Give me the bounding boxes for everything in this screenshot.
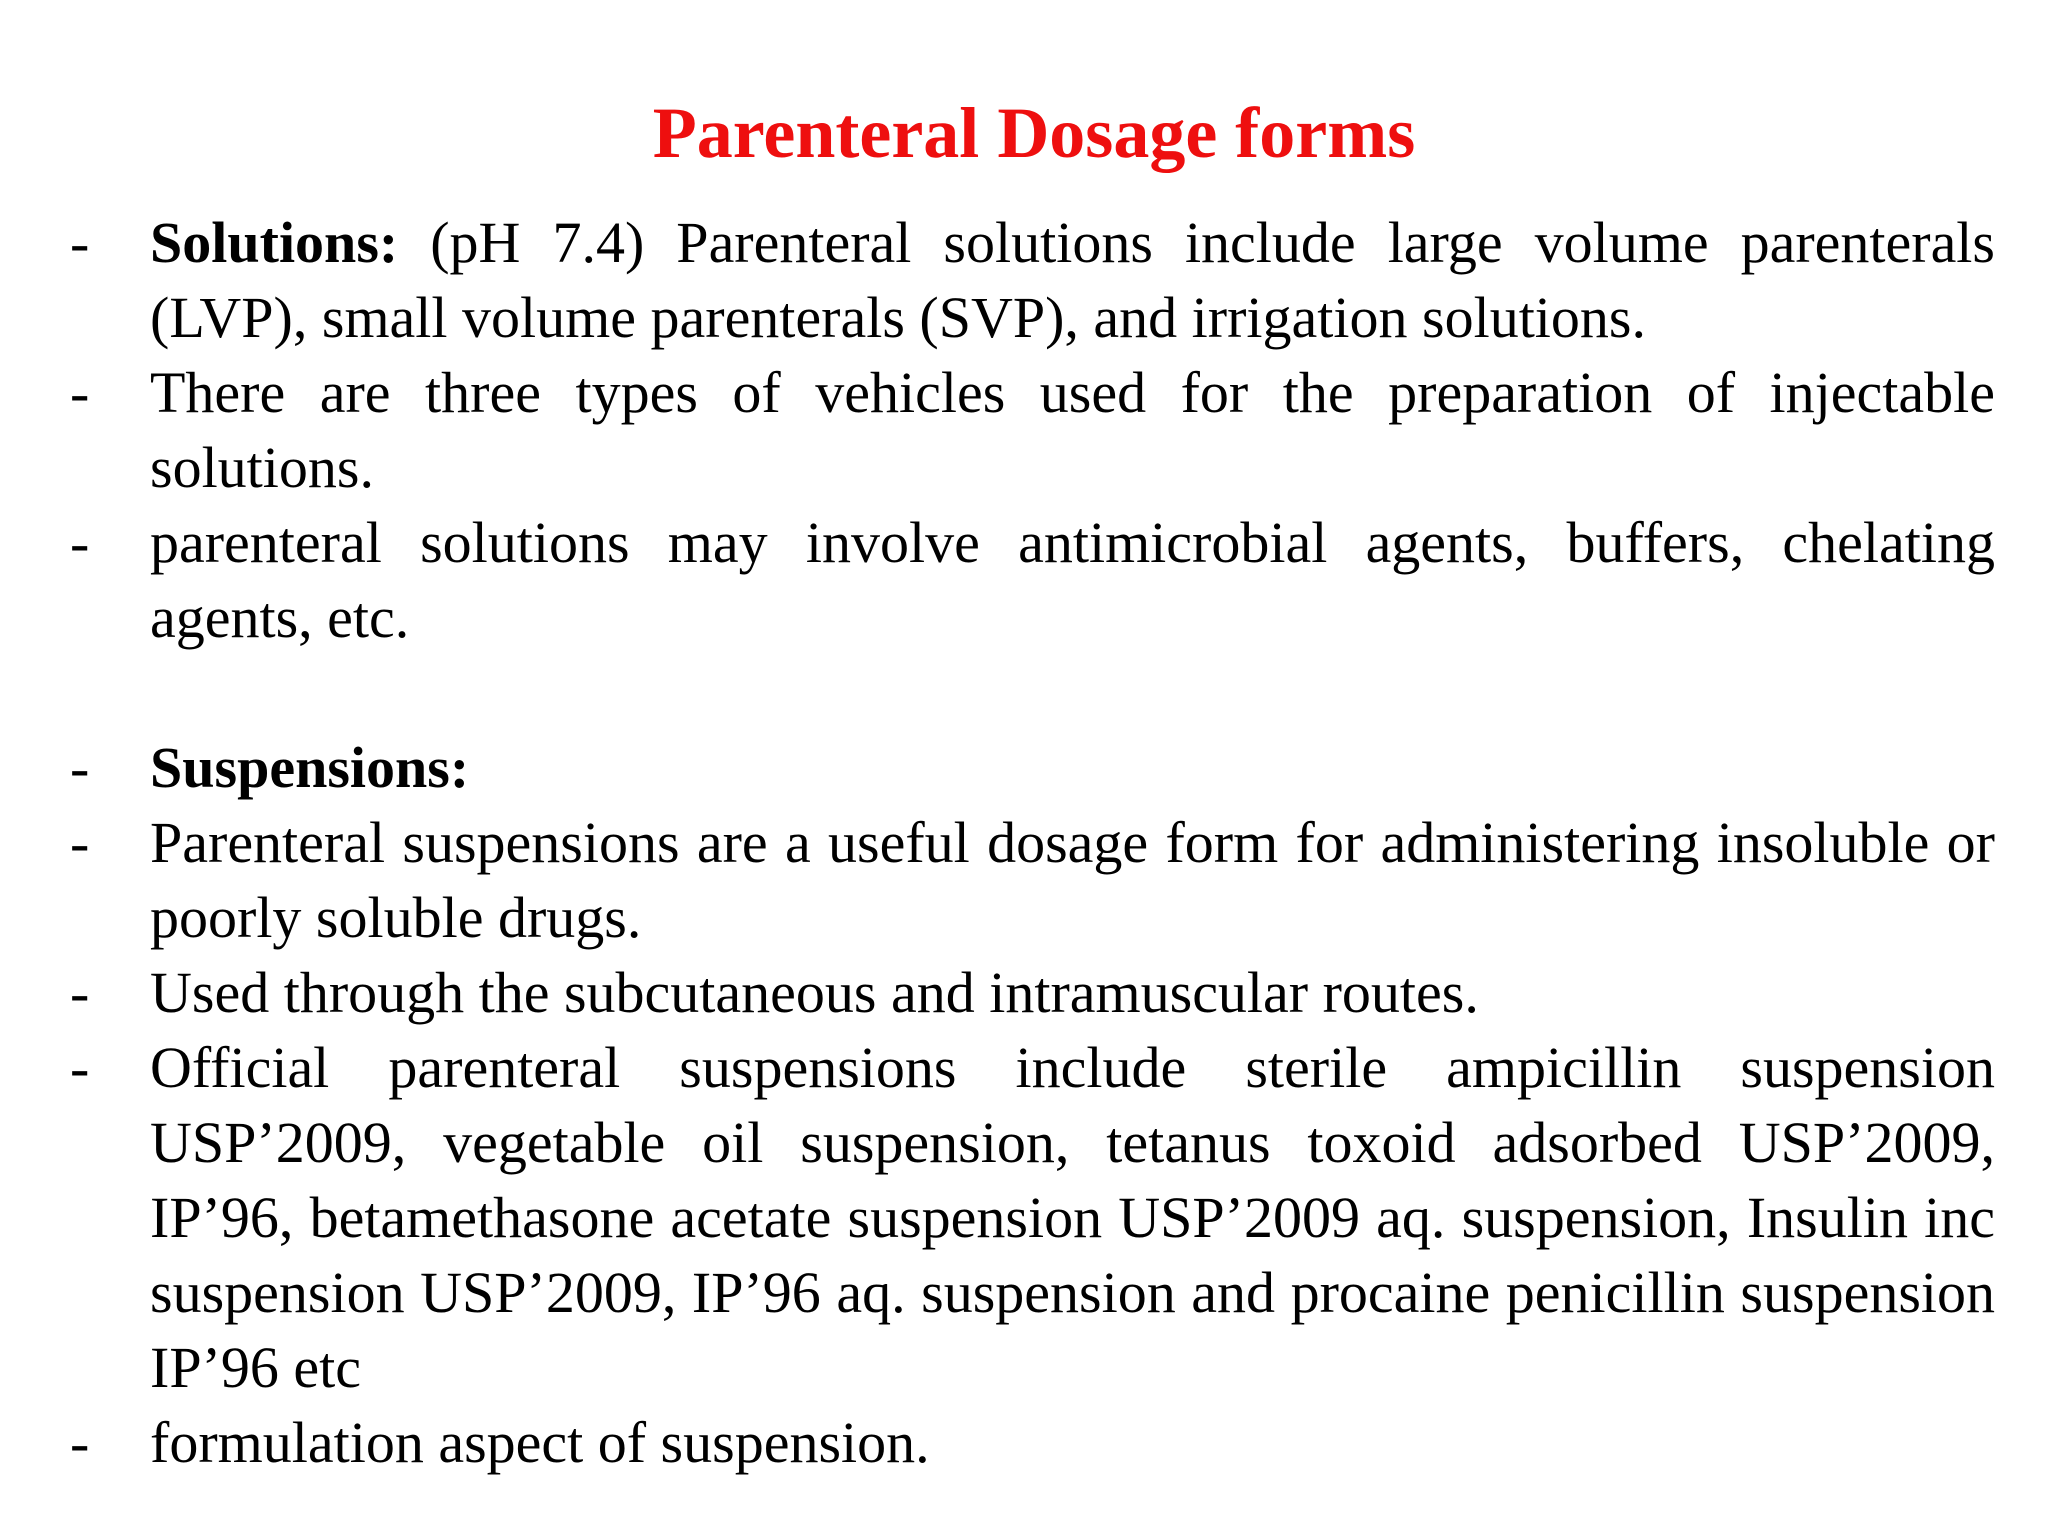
bullet-dash: -: [70, 960, 90, 1025]
bullet-item-vehicles: [70, 355, 1995, 505]
bullet-text: Used through the subcutaneous and intramuscular routes.: [150, 960, 1479, 1025]
bullet-dash: -: [70, 1035, 90, 1100]
suspensions-heading: Suspensions:: [150, 735, 470, 800]
solutions-description: (pH 7.4) Parenteral solutions include large volume parenterals (LVP), small volume parenterals (SVP), and irrigation solutions.: [150, 210, 1995, 350]
bullet-dash: -: [70, 810, 90, 875]
bullet-text: formulation aspect of suspension.: [150, 1410, 930, 1475]
section-gap: [70, 655, 1995, 730]
solutions-label: Solutions:: [150, 210, 399, 275]
bullet-item-formulation: [70, 1405, 1995, 1480]
bullet-dash: -: [70, 360, 90, 425]
bullet-dash: -: [70, 210, 90, 275]
bullet-text: Official parenteral suspensions include sterile ampicillin suspension USP’2009, vegetable oil suspension, tetanus toxoid adsorbed USP’2009, IP’96, betamethasone acetate suspension USP’2009 aq. suspension, Insulin inc suspension USP’2009, IP’96 aq. suspension and procaine penicillin suspension IP’96 etc: [150, 1035, 1995, 1400]
bullet-text: [150, 205, 1995, 355]
bullet-text: There are three types of vehicles used for the preparation of injectable solutions.: [150, 360, 1995, 500]
bullet-dash: -: [70, 510, 90, 575]
slide-content: [70, 205, 1995, 1480]
bullet-item-suspensions-use: [70, 805, 1995, 955]
bullet-dash: -: [70, 735, 90, 800]
bullet-item-suspensions-heading: [70, 730, 1995, 805]
bullet-item-solutions: [70, 205, 1995, 355]
bullet-text: parenteral solutions may involve antimicrobial agents, buffers, chelating agents, etc.: [150, 510, 1995, 650]
bullet-item-additives: [70, 505, 1995, 655]
bullet-item-routes: [70, 955, 1995, 1030]
bullet-dash: -: [70, 1410, 90, 1475]
bullet-item-official-suspensions: [70, 1030, 1995, 1405]
slide-title: Parenteral Dosage forms: [652, 93, 1416, 173]
bullet-text: Parenteral suspensions are a useful dosage form for administering insoluble or poorly soluble drugs.: [150, 810, 1995, 950]
